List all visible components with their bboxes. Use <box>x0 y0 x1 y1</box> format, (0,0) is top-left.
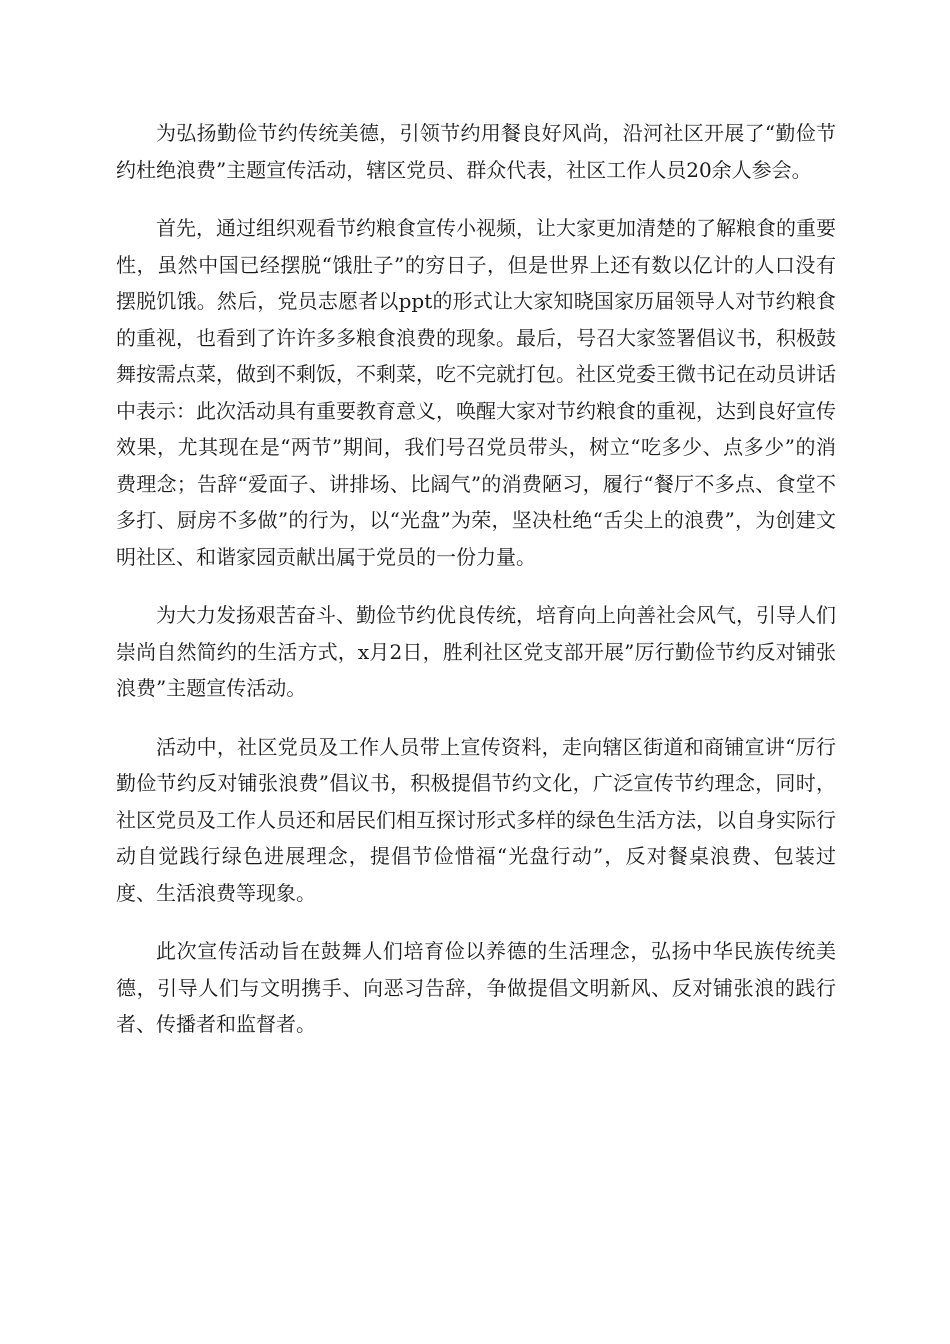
paragraph-3: 为大力发扬艰苦奋斗、勤俭节约优良传统，培育向上向善社会风气，引导人们崇尚自然简约的生活方式，x月2日，胜利社区党支部开展”厉行勤俭节约反对铺张浪费”主题宣传活动。 <box>116 603 836 700</box>
paragraph-2: 首先，通过组织观看节约粮食宣传小视频，让大家更加清楚的了解粮食的重要性，虽然中国已经摆脱“饿肚子”的穷日子，但是世界上还有数以亿计的人口没有摆脱饥饿。然后，党员志愿者以ppt的形式让大家知晓国家历届领导人对节约粮食的重视，也看到了许许多多粮食浪费的现象。最后，号召大家签署倡议书，积极鼓舞按需点菜，做到不剩饭，不剩菜，吃不完就打包。社区党委王微书记在动员讲话中表示：此次活动具有重要教育意义，唤醒大家对节约粮食的重视，达到良好宣传效果，尤其现在是“两节”期间，我们号召党员带头，树立“吃多少、点多少”的消费理念；告辞“爱面子、讲排场、比阔气”的消费陋习，履行“餐厅不多点、食堂不多打、厨房不多做”的行为，以“光盘”为荣，坚决杜绝“舌尖上的浪费”，为创建文明社区、和谐家园贡献出属于党员的一份力量。 <box>116 216 836 569</box>
paragraph-5: 此次宣传活动旨在鼓舞人们培育俭以养德的生活理念，弘扬中华民族传统美德，引导人们与文明携手、向恶习告辞，争做提倡文明新风、反对铺张浪的践行者、传播者和监督者。 <box>116 939 836 1036</box>
paragraph-1: 为弘扬勤俭节约传统美德，引领节约用餐良好风尚，沿河社区开展了“勤俭节约杜绝浪费”主题宣传活动，辖区党员、群众代表，社区工作人员20余人参会。 <box>116 121 836 182</box>
document-body <box>116 115 836 1065</box>
paragraph-4: 活动中，社区党员及工作人员带上宣传资料，走向辖区街道和商铺宣讲“厉行勤俭节约反对铺张浪费”倡议书，积极提倡节约文化，广泛宣传节约理念，同时，社区党员及工作人员还和居民们相互探讨形式多样的绿色生活方法，以自身实际行动自觉践行绿色进展理念，提倡节俭惜福“光盘行动”，反对餐桌浪费、包装过度、生活浪费等现象。 <box>116 734 836 905</box>
